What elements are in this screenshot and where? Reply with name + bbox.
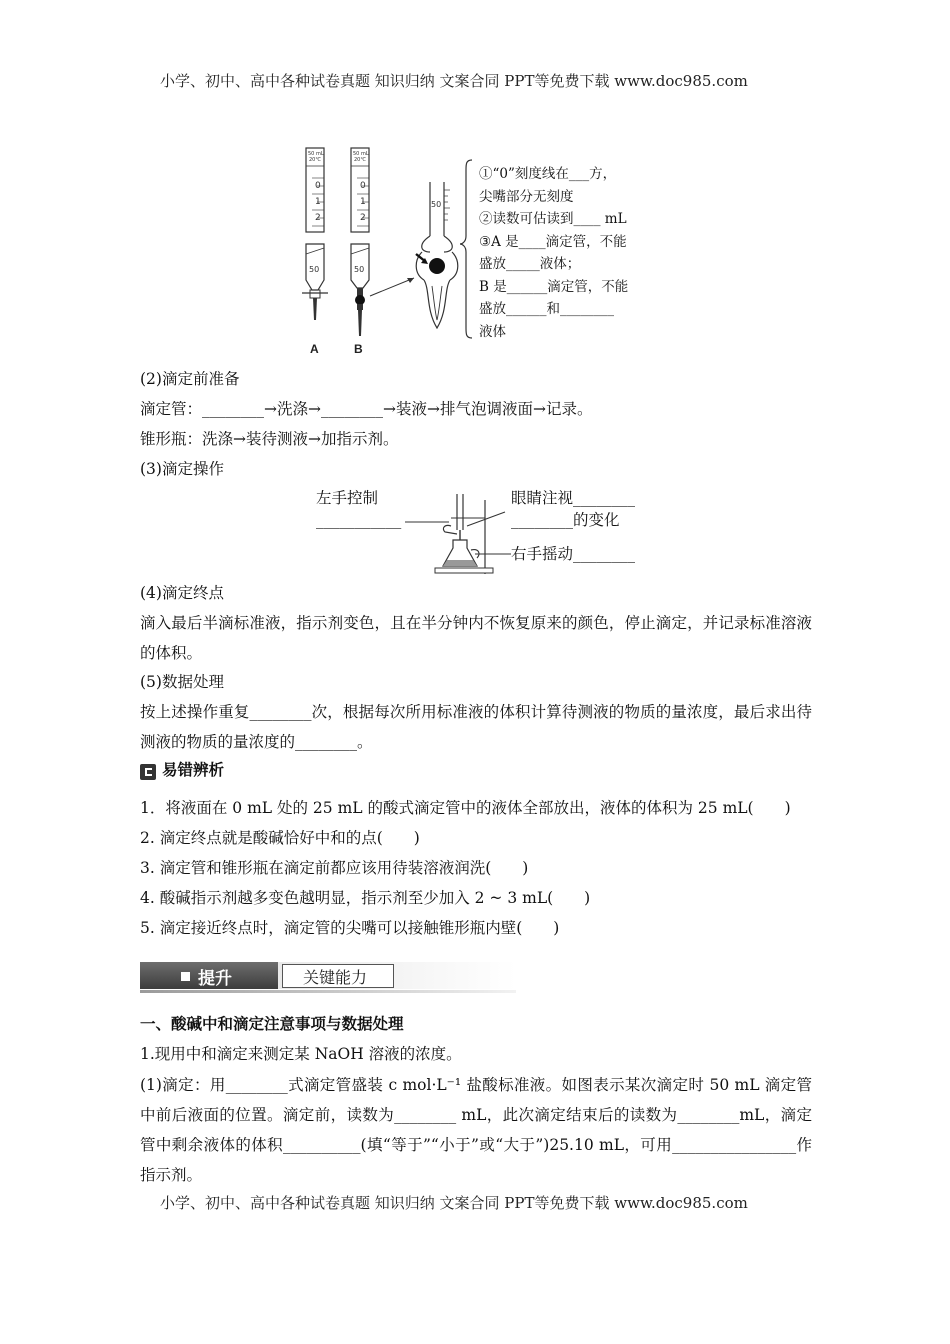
error-item-5: 5. 滴定接近终点时，滴定管的尖嘴可以接触锥形瓶内壁( ) bbox=[140, 919, 560, 937]
section3-title: (3)滴定操作 bbox=[140, 460, 224, 478]
glass-bead bbox=[429, 258, 445, 274]
label-b: B bbox=[354, 342, 363, 356]
scale-1-b: 1 bbox=[360, 197, 366, 207]
error-item-4: 4. 酸碱指示剂越多变色越明显，指示剂至少加入 2 ~ 3 mL( ) bbox=[140, 889, 591, 907]
scale-0-b: 0 bbox=[360, 181, 366, 191]
question-1: 1.现用中和滴定来测定某 NaOH 溶液的浓度。 bbox=[140, 1045, 462, 1063]
svg-text:50: 50 bbox=[309, 265, 320, 274]
section5-body: 按上述操作重复________次，根据每次所用标准液的体积计算待测液的物质的量浓度，最后求出待测液的物质的量浓度的________。 bbox=[140, 703, 812, 751]
section2-line2: 锥形瓶：洗涤→装待测液→加指示剂。 bbox=[140, 430, 399, 448]
svg-text:20℃: 20℃ bbox=[309, 157, 321, 163]
scale-2-a: 2 bbox=[315, 213, 321, 223]
scale-1-a: 1 bbox=[315, 197, 321, 207]
page-footer: 小学、初中、高中各种试卷真题 知识归纳 文案合同 PPT等免费下载 www.doc985.com bbox=[160, 1194, 748, 1212]
section5-title: (5)数据处理 bbox=[140, 673, 224, 691]
section4-body: 滴入最后半滴标准液，指示剂变色，且在半分钟内不恢复原来的颜色，停止滴定，并记录标准溶液的体积。 bbox=[140, 614, 812, 662]
banner-bullet bbox=[181, 972, 190, 981]
label-a: A bbox=[310, 342, 319, 356]
svg-text:50 mL: 50 mL bbox=[353, 151, 369, 157]
left-hand-blank: ___________ bbox=[316, 511, 402, 529]
banner-right-label: 关键能力 bbox=[303, 970, 368, 987]
zoom-scale-50: 50 bbox=[431, 200, 442, 209]
burette-notes: ①“0”刻度线在___方， 尖嘴部分无刻度 ②读数可估读到____ mL ③A 是____滴定管，不能 盛放_____液体； B 是______滴定管，不能 盛放______和________ 液体 bbox=[479, 166, 629, 340]
brace bbox=[460, 160, 472, 338]
scale-2-b: 2 bbox=[360, 213, 366, 223]
scale-0-a: 0 bbox=[315, 181, 321, 191]
banner-underline bbox=[140, 990, 516, 993]
svg-text:20℃: 20℃ bbox=[354, 157, 366, 163]
titration-operation-figure bbox=[405, 490, 515, 574]
section2-line1: 滴定管：________→洗涤→________→装液→排气泡调液面→记录。 bbox=[140, 400, 593, 418]
svg-text:50: 50 bbox=[354, 265, 365, 274]
eye-label: 眼睛注视________ bbox=[511, 489, 636, 507]
page-header: 小学、初中、高中各种试卷真题 知识归纳 文案合同 PPT等免费下载 www.doc985.com bbox=[160, 72, 748, 90]
error-item-2: 2. 滴定终点就是酸碱恰好中和的点( ) bbox=[140, 829, 420, 847]
error-section-title: 易错辨析 bbox=[162, 762, 225, 779]
error-item-3: 3. 滴定管和锥形瓶在滴定前都应该用待装溶液润洗( ) bbox=[140, 859, 529, 877]
section2-title: (2)滴定前准备 bbox=[140, 370, 240, 388]
eye-label-2: ________的变化 bbox=[511, 511, 620, 529]
part1-heading: 一、酸碱中和滴定注意事项与数据处理 bbox=[140, 1016, 404, 1033]
error-section-icon bbox=[140, 764, 156, 780]
left-hand-label: 左手控制 bbox=[316, 489, 379, 507]
question-1-body: (1)滴定：用________式滴定管盛装 c mol·L⁻¹ 盐酸标准液。如图表示某次滴定时 50 mL 滴定管中前后液面的位置。滴定前，读数为________ mL，此次滴定结束后的读数为________mL，滴定管中剩余液体的体积__________(填“等于”“小于”或“大于”)25.10 mL，可用________________作指示剂。 bbox=[140, 1076, 812, 1184]
burette-figure bbox=[290, 140, 500, 362]
svg-text:50 mL: 50 mL bbox=[308, 151, 324, 157]
section4-title: (4)滴定终点 bbox=[140, 584, 224, 602]
error-item-1: 1．将液面在 0 mL 处的 25 mL 的酸式滴定管中的液体全部放出，液体的体积为 25 mL( ) bbox=[140, 799, 791, 817]
right-hand-label: 右手摇动________ bbox=[511, 545, 636, 563]
banner-left-label: 提升 bbox=[198, 969, 232, 988]
